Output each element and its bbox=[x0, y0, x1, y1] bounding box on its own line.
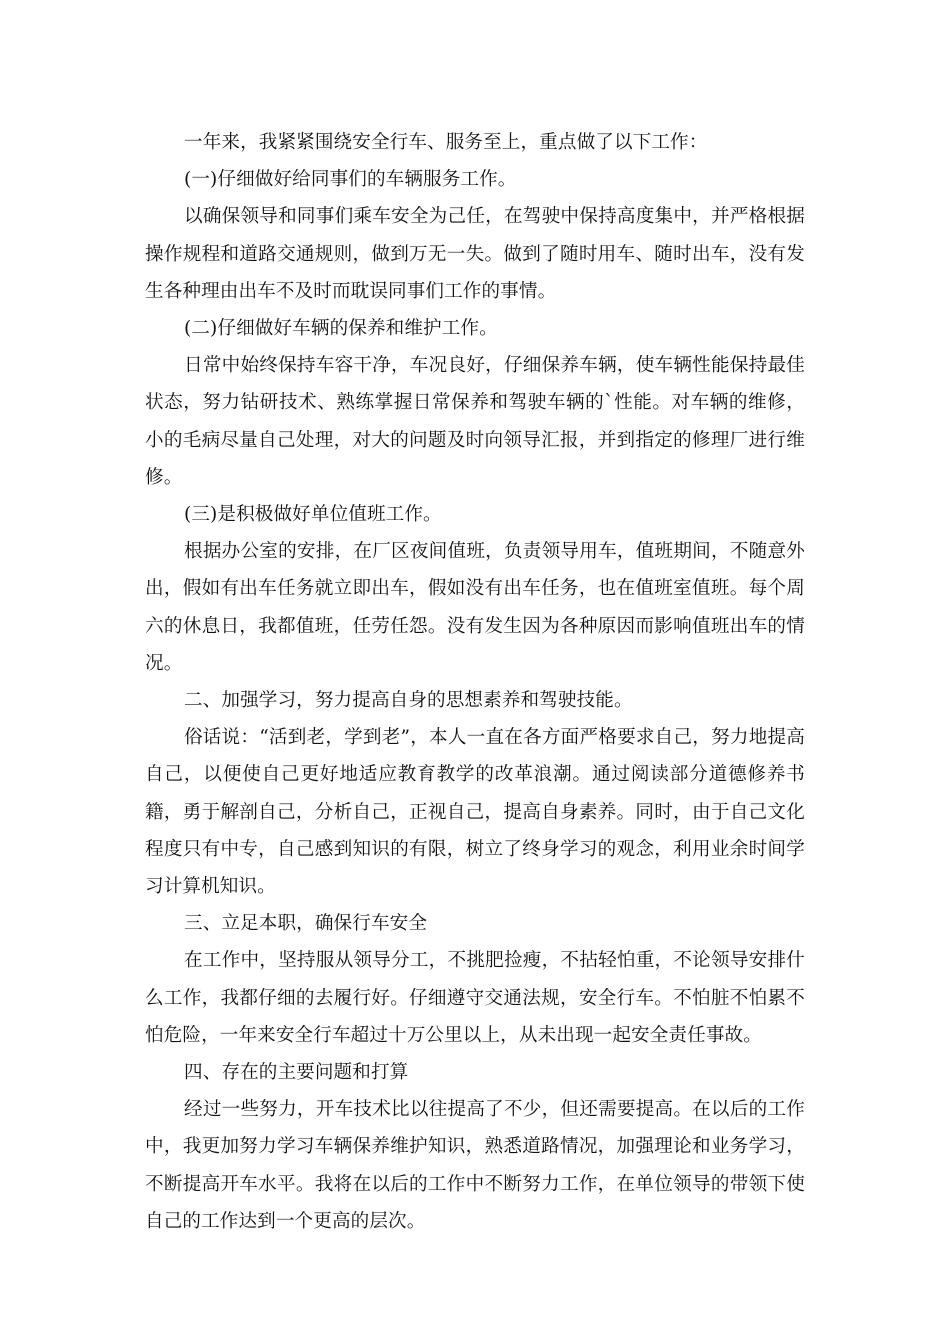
paragraph-section-1-3: 根据办公室的安排，在厂区夜间值班，负责领导用车，值班期间，不随意外出，假如有出车任务就立即出车，假如没有出车任务，也在值班室值班。每个周六的休息日，我都值班，任劳任怨。没有发生因为各种原因而影响值班出车的情况。 bbox=[145, 541, 805, 674]
heading-section-2: 二、加强学习，努力提高自身的思想素养和驾驶技能。 bbox=[184, 690, 633, 712]
heading-section-1-2: (二)仔细做好车辆的保养和维护工作。 bbox=[184, 318, 498, 340]
heading-section-1-3: (三)是积极做好单位值班工作。 bbox=[184, 504, 442, 526]
paragraph-section-2: 俗话说：“活到老，学到老”，本人一直在各方面严格要求自己，努力地提高自己，以便使自己更好地适应教育教学的改革浪潮。通过阅读部分道德修养书籍，勇于解剖自己，分析自己，正视自己，提高自身素养。同时，由于自己文化程度只有中专，自己感到知识的有限，树立了终身学习的观念，利用业余时间学习计算机知识。 bbox=[145, 727, 805, 898]
heading-section-4: 四、存在的主要问题和打算 bbox=[184, 1062, 409, 1084]
paragraph-section-3: 在工作中，坚持服从领导分工，不挑肥捡瘦，不拈轻怕重，不论领导安排什么工作，我都仔细的去履行好。仔细遵守交通法规，安全行车。不怕脏不怕累不怕危险，一年来安全行车超过十万公里以上，从未出现一起安全责任事故。 bbox=[145, 950, 805, 1046]
paragraph-section-1-2: 日常中始终保持车容干净，车况良好，仔细保养车辆，使车辆性能保持最佳状态，努力钻研技术、熟练掌握日常保养和驾驶车辆的`性能。对车辆的维修，小的毛病尽量自己处理，对大的问题及时向领导汇报，并到指定的修理厂进行维修。 bbox=[145, 355, 805, 488]
paragraph-intro: 一年来，我紧紧围绕安全行车、服务至上，重点做了以下工作： bbox=[184, 132, 708, 153]
paragraph-section-4: 经过一些努力，开车技术比以往提高了不少，但还需要提高。在以后的工作中，我更加努力学习车辆保养维护知识，熟悉道路情况，加强理论和业务学习，不断提高开车水平。我将在以后的工作中不断努力工作，在单位领导的带领下使自己的工作达到一个更高的层次。 bbox=[145, 1099, 805, 1232]
document-body bbox=[145, 124, 805, 1240]
heading-section-3: 三、立足本职，确保行车安全 bbox=[184, 913, 428, 935]
paragraph-section-1-1: 以确保领导和同事们乘车安全为己任，在驾驶中保持高度集中，并严格根据操作规程和道路交通规则，做到万无一失。做到了随时用车、随时出车，没有发生各种理由出车不及时而耽误同事们工作的事情。 bbox=[145, 206, 805, 302]
heading-section-1-1: (一)仔细做好给同事们的车辆服务工作。 bbox=[184, 169, 517, 191]
